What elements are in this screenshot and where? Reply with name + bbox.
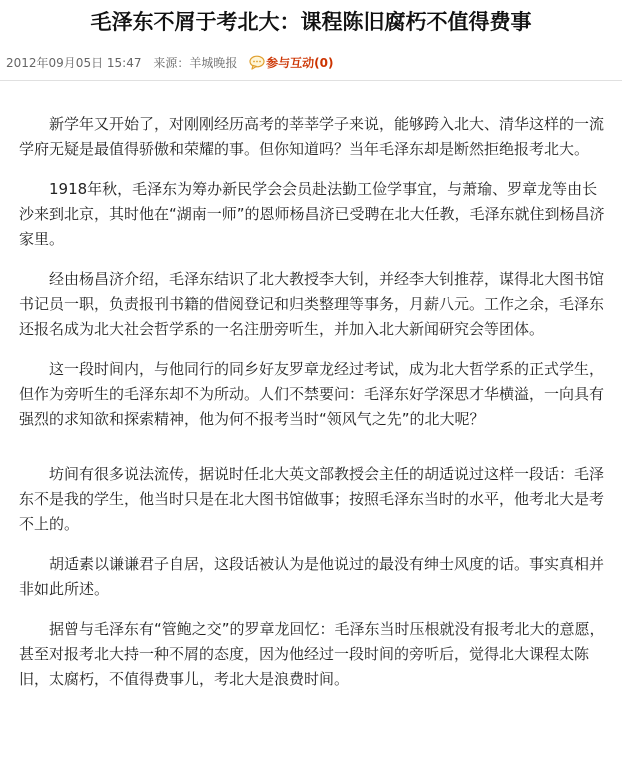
article-title: 毛泽东不屑于考北大：课程陈旧腐朽不值得费事 bbox=[90, 10, 532, 34]
article-source: 来源：羊城晚报 bbox=[153, 56, 238, 70]
article-meta bbox=[6, 54, 333, 75]
paragraph: 坊间有很多说法流传，据说时任北大英文部教授会主任的胡适说过这样一段话：毛泽东不是我的学生，他当时只是在北大图书馆做事；按照毛泽东当时的水平，他考北大是考不上的。 bbox=[19, 465, 605, 533]
paragraph: 经由杨昌济介绍，毛泽东结识了北大教授李大钊，并经李大钊推荐，谋得北大图书馆书记员一职，负责报刊书籍的借阅登记和归类整理等事务，月薪八元。工作之余，毛泽东还报名成为北大社会哲学系的一名注册旁听生，并加入北大新闻研究会等团体。 bbox=[19, 270, 605, 338]
paragraph: 胡适素以谦谦君子自居，这段话被认为是他说过的最没有绅士风度的话。事实真相并非如此所述。 bbox=[19, 555, 605, 598]
interact-link[interactable]: 参与互动(0) bbox=[266, 56, 334, 70]
header-divider bbox=[0, 80, 622, 81]
paragraph: 这一段时间内，与他同行的同乡好友罗章龙经过考试，成为北大哲学系的正式学生，但作为旁听生的毛泽东却不为所动。人们不禁要问：毛泽东好学深思才华横溢，一向具有强烈的求知欲和探索精神，他为何不报考当时“领风气之先”的北大呢？ bbox=[19, 360, 605, 428]
paragraph: 据曾与毛泽东有“管鲍之交”的罗章龙回忆：毛泽东当时压根就没有报考北大的意愿，甚至对报考北大持一种不屑的态度，因为他经过一段时间的旁听后，觉得北大课程太陈旧，太腐朽，不值得费事儿，考北大是浪费时间。 bbox=[19, 620, 605, 688]
article-body bbox=[19, 112, 605, 707]
publish-date: 2012年09月05日 15:47 bbox=[6, 56, 142, 70]
paragraph: 新学年又开始了，对刚刚经历高考的莘莘学子来说，能够跨入北大、清华这样的一流学府无疑是最值得骄傲和荣耀的事。但你知道吗？当年毛泽东却是断然拒绝报考北大。 bbox=[19, 115, 605, 158]
speech-bubble-icon[interactable] bbox=[249, 55, 265, 75]
paragraph: 1918年秋，毛泽东为筹办新民学会会员赴法勤工俭学事宜，与萧瑜、罗章龙等由长沙来到北京，其时他在“湖南一师”的恩师杨昌济已受聘在北大任教，毛泽东就住到杨昌济家里。 bbox=[19, 180, 605, 248]
